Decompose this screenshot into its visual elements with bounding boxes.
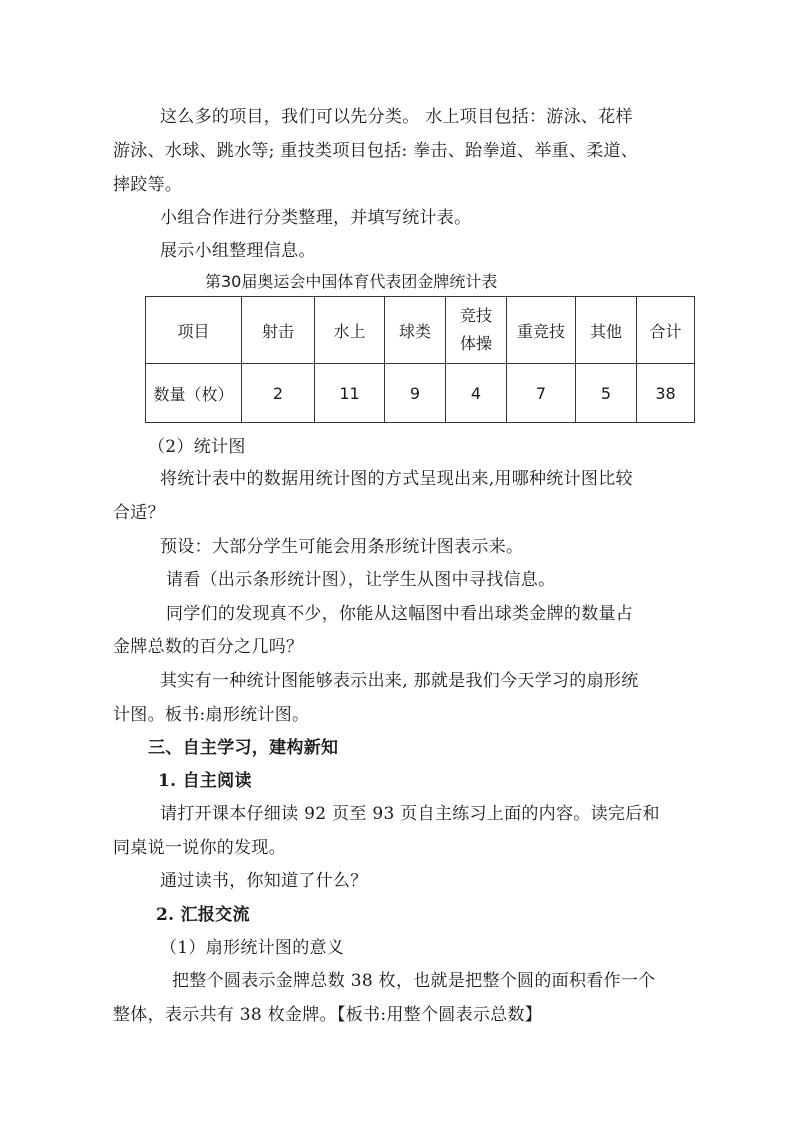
paragraph-line: 小组合作进行分类整理，并填写统计表。 [160, 208, 472, 228]
value-cell: 9 [385, 364, 446, 423]
paragraph-line: 金牌总数的百分之几吗？ [113, 637, 304, 657]
header-cell-line: 竞技 [459, 306, 492, 325]
paragraph-line: （1）扇形统计图的意义 [160, 938, 345, 958]
paragraph-line: 计图。板书:扇形统计图。 [113, 705, 310, 725]
paragraph-line: 通过读书，你知道了什么？ [160, 871, 368, 891]
header-cell: 项目 [146, 297, 242, 364]
paragraph-line: 整体，表示共有 38 枚金牌。【板书:用整个圆表示总数】 [113, 1005, 543, 1025]
value-cell: 7 [507, 364, 576, 423]
section-heading: 三、自主学习，建构新知 [148, 738, 339, 758]
paragraph-line: 将统计表中的数据用统计图的方式呈现出来,用哪种统计图比较 [160, 469, 633, 489]
header-cell: 水上 [315, 297, 385, 364]
header-cell: 球类 [385, 297, 446, 364]
section-heading: （2）统计图 [148, 437, 246, 457]
paragraph-line: 展示小组整理信息。 [160, 241, 316, 261]
value-cell: 2 [242, 364, 315, 423]
paragraph-line: 把整个圆表示金牌总数 38 枚，也就是把整个圆的面积看作一个 [172, 971, 656, 991]
header-cell: 重竞技 [507, 297, 576, 364]
paragraph-line: 请看（出示条形统计图），让学生从图中寻找信息。 [166, 570, 556, 590]
header-cell: 其他 [576, 297, 637, 364]
header-cell [446, 297, 507, 364]
paragraph-line: 这么多的项目，我们可以先分类。 水上项目包括：游泳、花样 [160, 107, 633, 127]
paragraph-line: 合适？ [113, 503, 165, 523]
paragraph-line: 预设：大部分学生可能会用条形统计图表示来。 [160, 537, 524, 557]
value-cell: 4 [446, 364, 507, 423]
table-caption: 第30届奥运会中国体育代表团金牌统计表 [205, 272, 498, 291]
paragraph-line: 同学们的发现真不少，你能从这幅图中看出球类金牌的数量占 [166, 604, 634, 624]
subsection-heading: 1. 自主阅读 [158, 771, 252, 791]
value-cell: 5 [576, 364, 637, 423]
subsection-heading: 2. 汇报交流 [156, 905, 250, 925]
value-cell: 11 [315, 364, 385, 423]
paragraph-line: 游泳、水球、跳水等; 重技类项目包括: 拳击、跆拳道、举重、柔道、 [113, 141, 639, 161]
medal-table [145, 296, 695, 423]
header-cell-line: 体操 [459, 334, 492, 353]
table-header-row [146, 297, 695, 364]
paragraph-line: 摔跤等。 [113, 175, 183, 195]
header-cell: 射击 [242, 297, 315, 364]
value-cell: 38 [637, 364, 695, 423]
header-cell: 合计 [637, 297, 695, 364]
paragraph-line: 其实有一种统计图能够表示出来, 那就是我们今天学习的扇形统 [160, 671, 639, 691]
table-row [146, 364, 695, 423]
paragraph-line: 同桌说一说你的发现。 [113, 838, 286, 858]
row-label: 数量（枚） [146, 364, 242, 423]
paragraph-line: 请打开课本仔细读 92 页至 93 页自主练习上面的内容。读完后和 [160, 804, 660, 824]
